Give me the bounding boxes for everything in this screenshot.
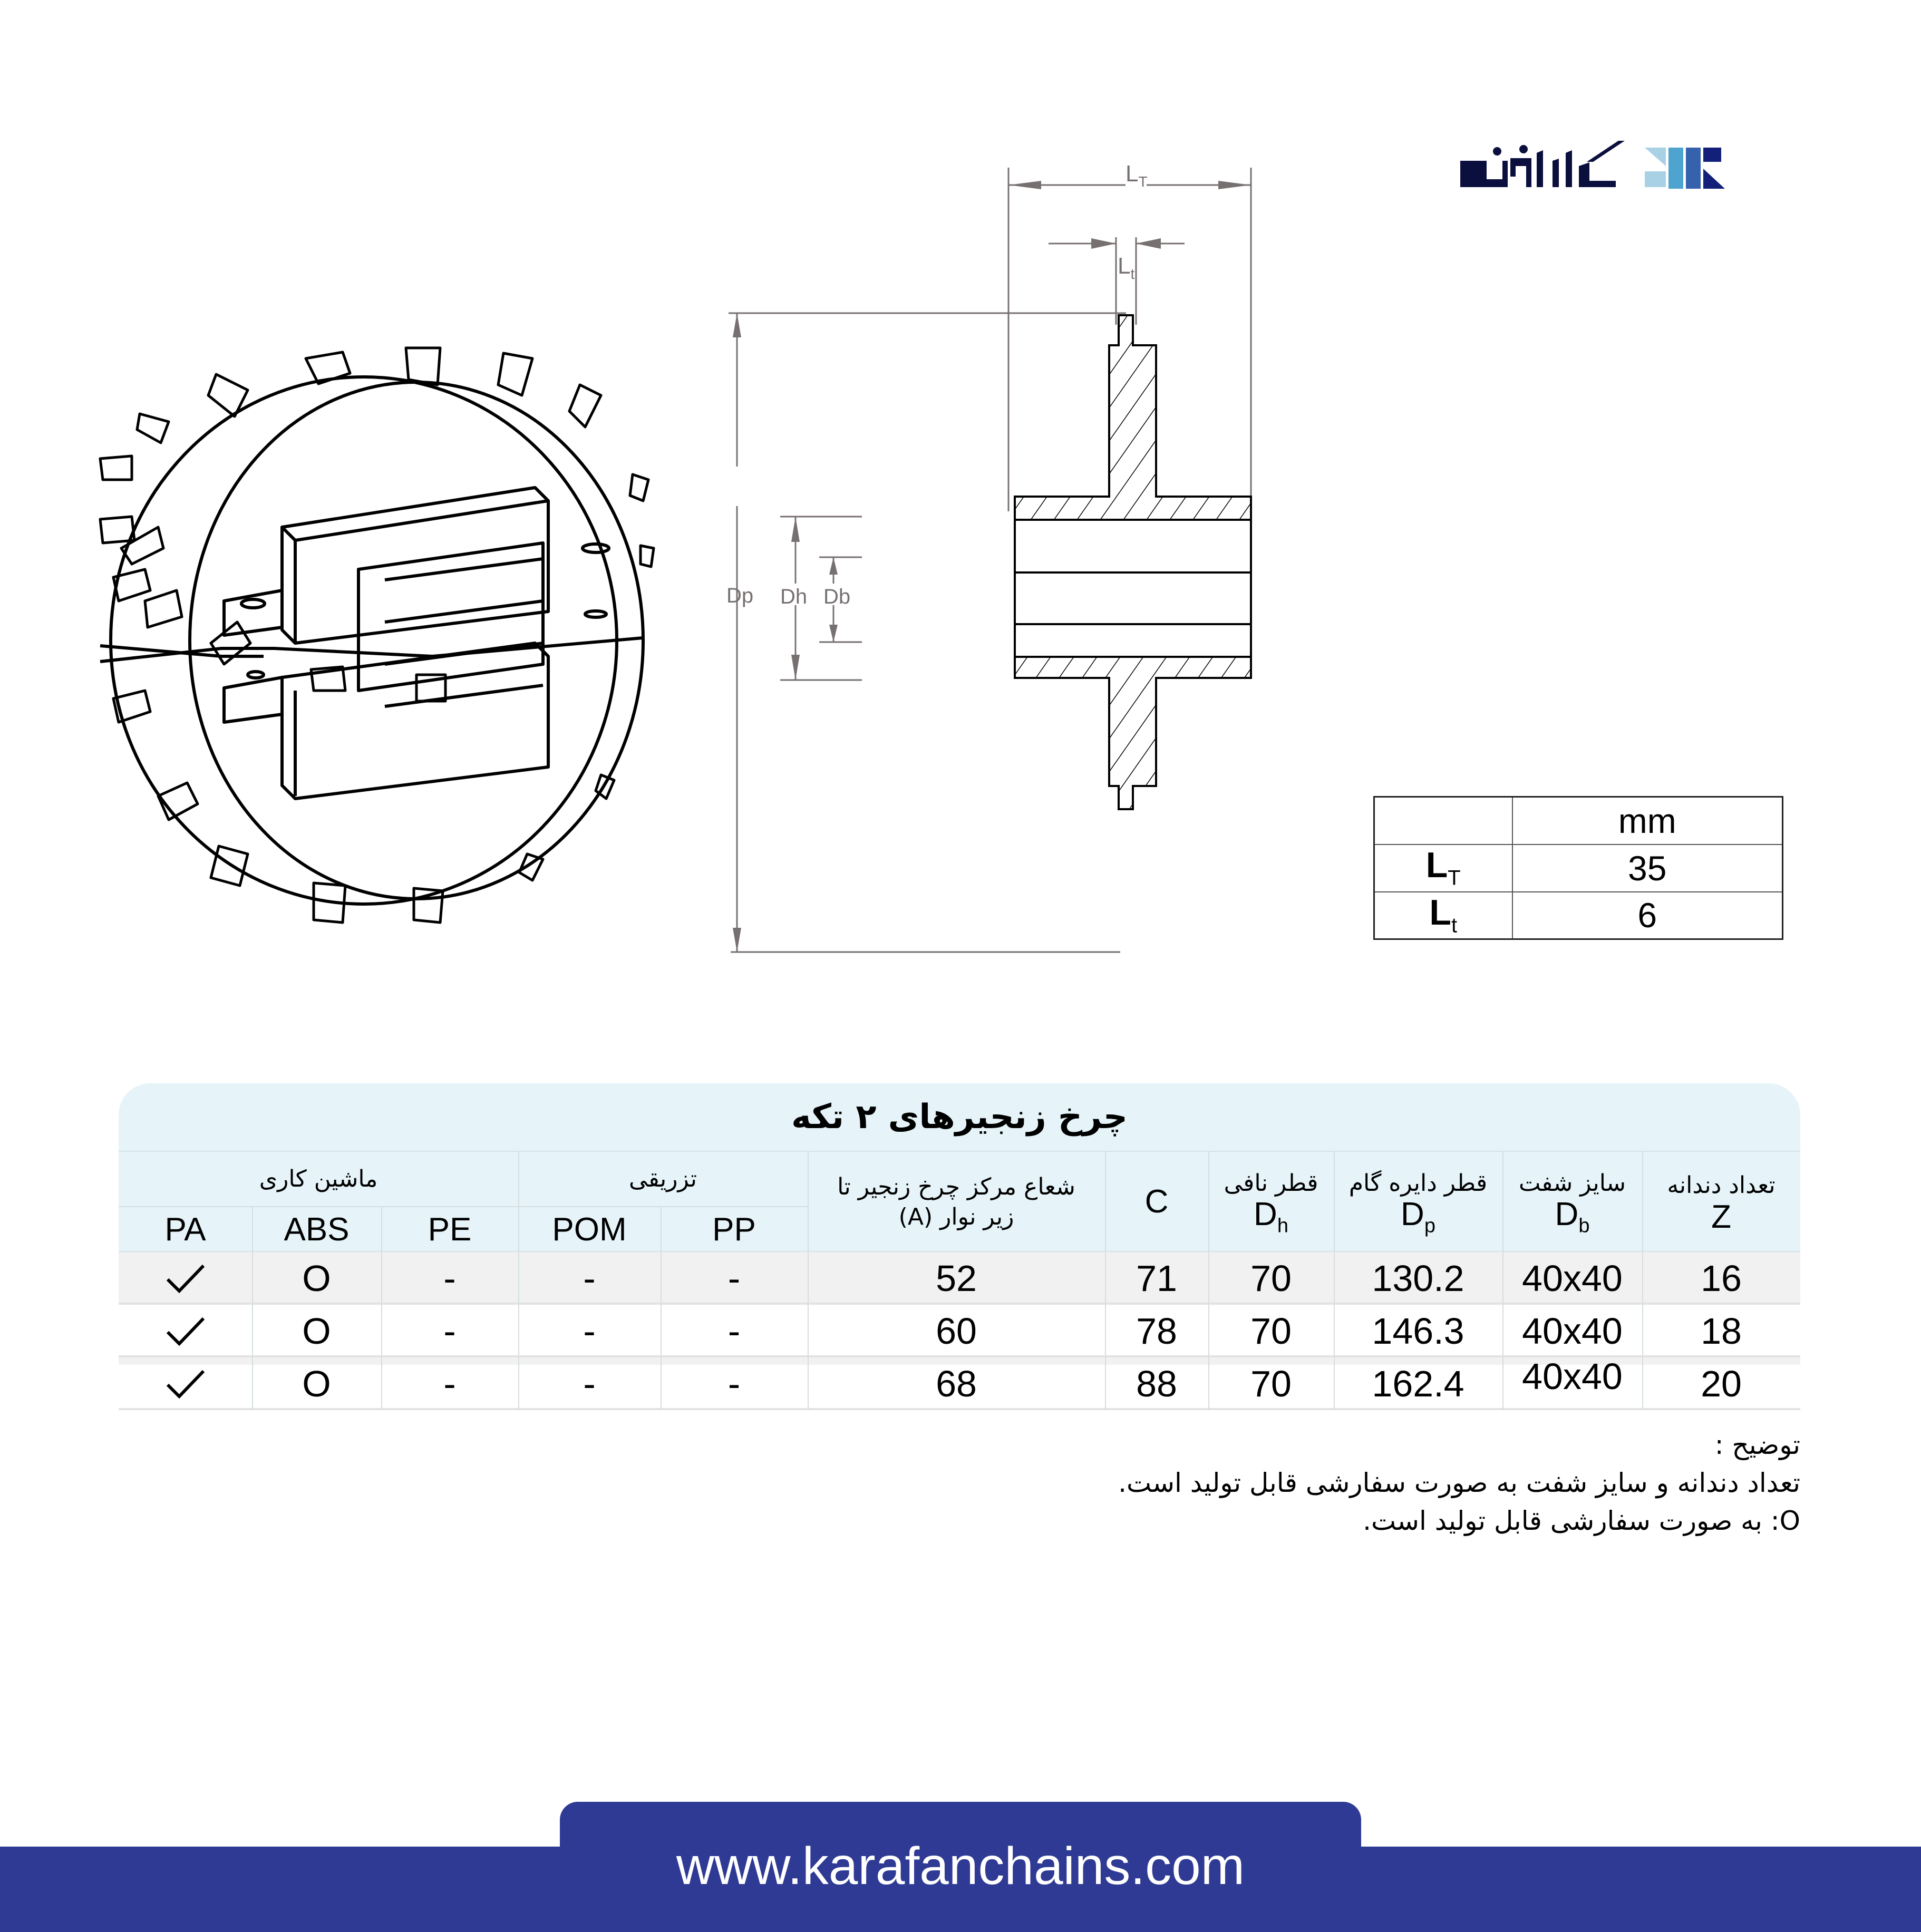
cell-pe: - — [443, 1310, 456, 1352]
website-link[interactable]: www.karafanchains.com — [676, 1837, 1245, 1896]
notes-line-1: تعداد دندانه و سایز شفت به صورت سفارشی قابل تولید است. — [1118, 1468, 1800, 1498]
cell-abs: O — [302, 1363, 331, 1404]
cell-pe: - — [443, 1363, 456, 1404]
table-row — [119, 1305, 1800, 1357]
symbol-cell: $L_t$ — [1374, 892, 1512, 939]
cell-dh: 70 — [1250, 1258, 1292, 1299]
cell-pp: - — [727, 1258, 741, 1299]
cell-db: 40x40 — [1522, 1356, 1623, 1397]
header-shaft-size: سایز شفت $D_b$ — [1518, 1169, 1626, 1237]
cell-pp: - — [727, 1363, 741, 1404]
sprocket-3d-illustration — [90, 337, 670, 933]
cell-pom: - — [583, 1258, 596, 1299]
cell-c: 88 — [1136, 1363, 1177, 1404]
value-cell: 6 — [1512, 892, 1783, 939]
cell-dh: 70 — [1250, 1363, 1292, 1404]
dim-label-LT: $L_T$ — [1126, 161, 1148, 190]
table-header — [119, 1152, 1800, 1252]
dimensions-row-LT — [1374, 844, 1783, 892]
dimensions-table — [1373, 796, 1783, 940]
cell-c: 78 — [1136, 1310, 1177, 1352]
dim-label-Dp: Dp — [726, 584, 754, 607]
cell-pe: - — [443, 1258, 456, 1299]
dim-label-Db: Db — [823, 585, 851, 608]
notes — [1118, 1426, 1800, 1540]
cell-db: 40x40 — [1522, 1258, 1623, 1299]
header-teeth-count: تعداد دندانه Z — [1667, 1172, 1776, 1235]
header-PE: PE — [428, 1211, 472, 1248]
cell-abs: O — [302, 1258, 331, 1299]
notes-heading: توضیح : — [1714, 1430, 1800, 1460]
header-POM: POM — [552, 1211, 627, 1248]
empty-cell — [1374, 797, 1512, 844]
cell-radius-a: 60 — [936, 1310, 977, 1352]
header-hub-diameter: قطر نافی $D_h$ — [1224, 1169, 1318, 1237]
header-ABS: ABS — [284, 1211, 350, 1248]
dim-label-Dh: Dh — [780, 585, 808, 608]
cell-z: 16 — [1701, 1258, 1742, 1299]
cell-pp: - — [727, 1310, 741, 1352]
cross-section-drawing — [727, 158, 1281, 970]
cell-z: 18 — [1701, 1310, 1742, 1352]
cell-dp: 162.4 — [1372, 1363, 1464, 1404]
cell-dp: 130.2 — [1372, 1258, 1464, 1299]
symbol-cell: $L_T$ — [1374, 844, 1512, 892]
cell-c: 71 — [1136, 1258, 1177, 1299]
cell-pom: - — [583, 1310, 596, 1352]
dimensions-row-Lt — [1374, 892, 1783, 939]
header-machining: ماشین کاری — [259, 1165, 378, 1192]
unit-header: mm — [1512, 797, 1783, 844]
brand-logo — [1455, 140, 1782, 198]
cell-radius-a: 52 — [936, 1258, 977, 1299]
wordmark-icon — [1460, 141, 1625, 187]
value-cell: 35 — [1512, 844, 1783, 892]
cell-abs: O — [302, 1310, 331, 1352]
check-icon — [119, 1305, 252, 1357]
cell-pom: - — [583, 1363, 596, 1404]
header-C: C — [1144, 1183, 1169, 1220]
cell-dp: 146.3 — [1372, 1310, 1464, 1352]
header-PP: PP — [712, 1211, 756, 1248]
check-icon — [119, 1357, 252, 1410]
table-row — [119, 1357, 1800, 1410]
check-icon — [119, 1252, 252, 1305]
table-title: چرخ زنجیرهای ۲ تکه — [119, 1083, 1800, 1152]
header-PA: PA — [164, 1211, 206, 1248]
cell-radius-a: 68 — [936, 1363, 977, 1404]
cell-z: 20 — [1701, 1363, 1742, 1404]
table-row — [119, 1252, 1800, 1305]
header-pitch-diameter: قطر دایره گام $D_p$ — [1348, 1169, 1488, 1237]
notes-line-2: O: به صورت سفارشی قابل تولید است. — [1363, 1506, 1800, 1536]
header-radius-A: شعاع مرکز چرخ زنجیر تا زیر نوار (A) — [837, 1173, 1075, 1230]
dimensions-header-row — [1374, 797, 1783, 844]
cell-dh: 70 — [1250, 1310, 1292, 1352]
spec-table — [119, 1083, 1800, 1410]
cell-db: 40x40 — [1522, 1310, 1623, 1352]
dim-label-Lt: $L_t$ — [1118, 253, 1135, 282]
header-injection: تزریقی — [629, 1165, 697, 1192]
